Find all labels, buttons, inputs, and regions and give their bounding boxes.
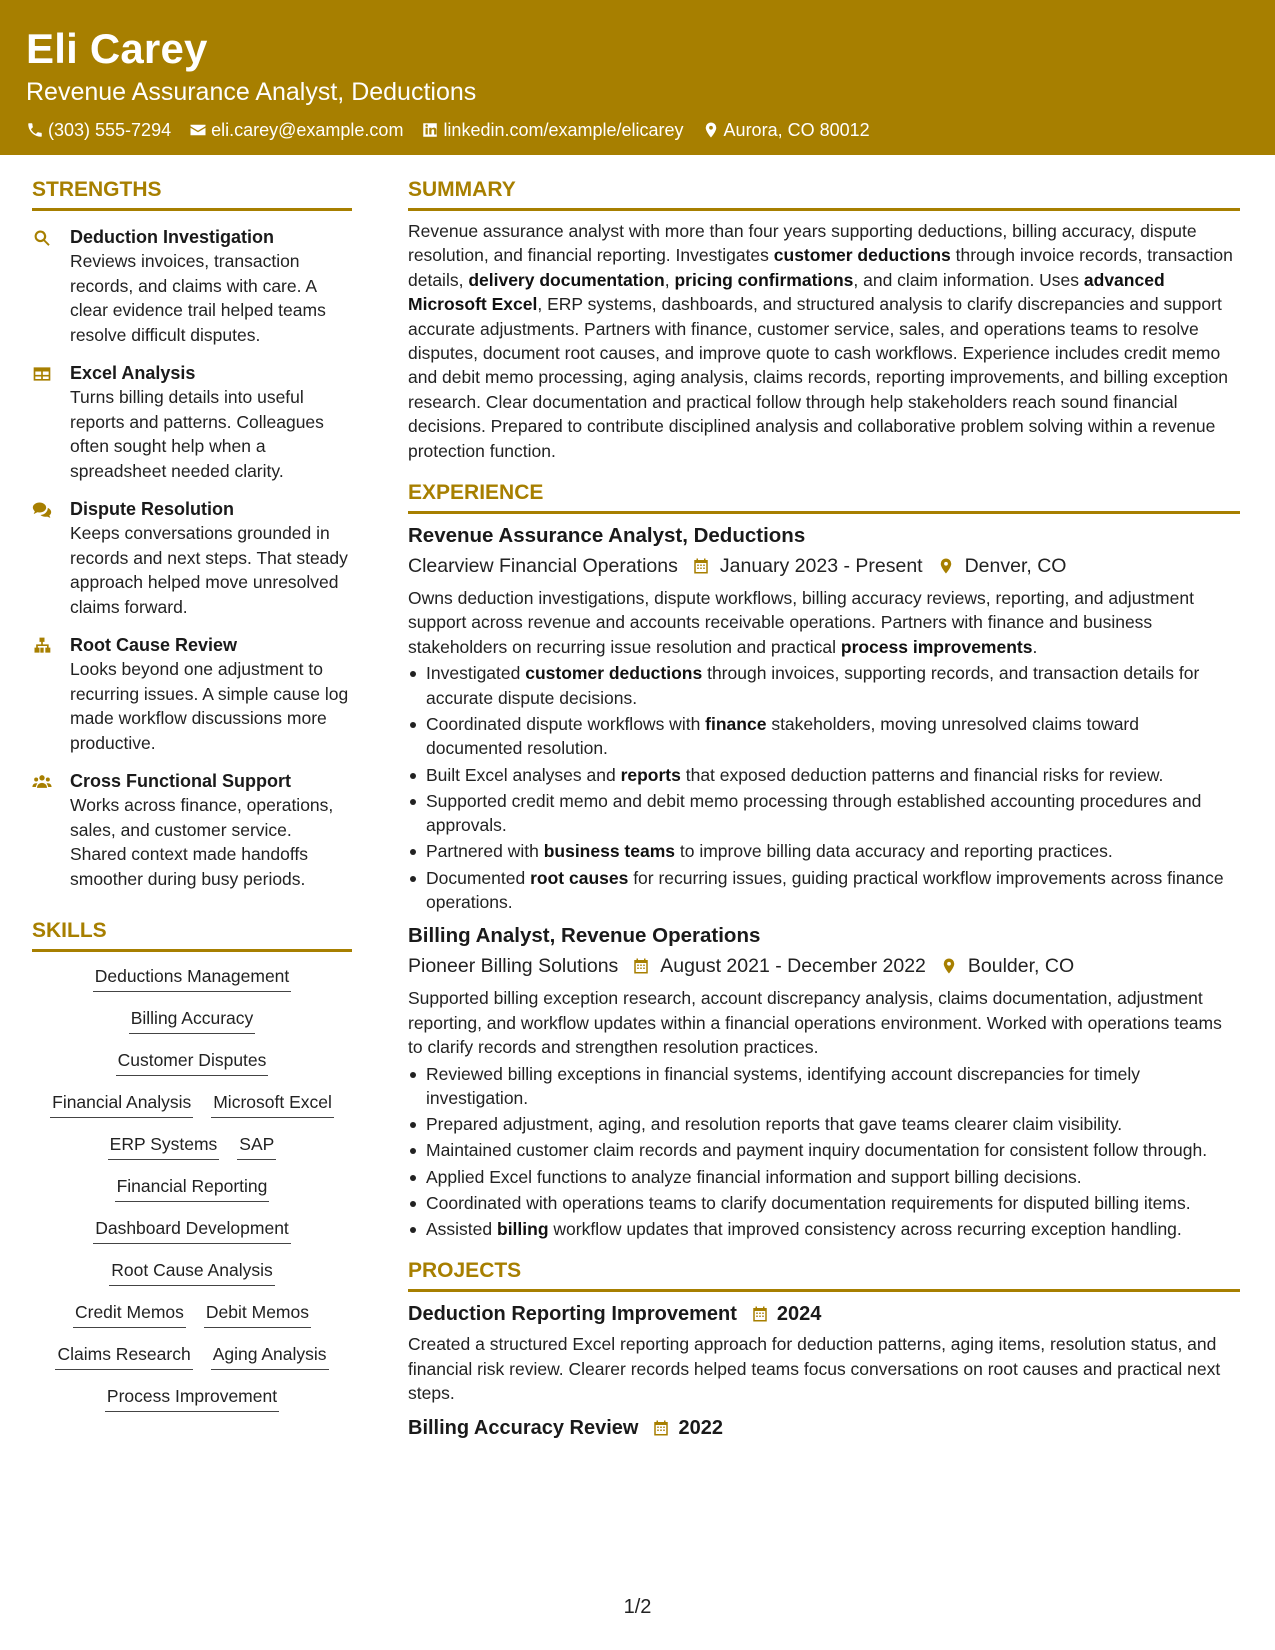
skill-row <box>96 1384 288 1412</box>
job-description <box>408 586 1240 659</box>
projects-heading: PROJECTS <box>408 1257 1240 1292</box>
text-run: Built Excel analyses and <box>426 764 621 785</box>
list-item <box>408 866 1240 915</box>
strength-item <box>32 361 352 483</box>
location-pin-icon <box>937 557 955 575</box>
skills-heading: SKILLS <box>32 917 352 952</box>
chat-bubbles-icon <box>32 500 52 520</box>
skill-tag: Financial Analysis <box>50 1090 193 1118</box>
emphasis-text: pricing confirmations <box>674 269 854 290</box>
strengths-heading: STRENGTHS <box>32 176 352 211</box>
candidate-title: Revenue Assurance Analyst, Deductions <box>26 78 477 106</box>
text-run: Coordinated dispute workflows with <box>426 713 706 734</box>
strength-item <box>32 225 352 347</box>
text-run: to improve billing data accuracy and reporting practices. <box>675 841 1113 862</box>
calendar-icon <box>751 1305 769 1323</box>
list-item <box>408 1217 1240 1241</box>
left-column <box>32 176 352 1426</box>
job-entry <box>408 922 1240 1241</box>
text-run: Prepared adjustment, aging, and resolution reports that gave teams clearer claim visibility. <box>426 1114 1123 1135</box>
text-run: Investigated <box>426 663 526 684</box>
skill-row <box>106 1174 279 1202</box>
project-header <box>408 1300 1240 1328</box>
text-run: that exposed deduction patterns and financial risks for review. <box>680 764 1164 785</box>
job-meta <box>408 952 1240 980</box>
strength-desc: Keeps conversations grounded in records and next steps. That steady approach helped move unresolved claims forward. <box>70 523 348 617</box>
skill-tag: Root Cause Analysis <box>109 1258 274 1286</box>
strength-desc: Reviews invoices, transaction records, and claims with care. A clear evidence trail helped teams resolve difficult disputes. <box>70 251 326 345</box>
contact-location <box>702 118 870 142</box>
projects-list <box>408 1300 1240 1441</box>
skill-row <box>99 1132 286 1160</box>
phone-icon <box>26 121 44 139</box>
text-run: , ERP systems, dashboards, and structured analysis to clarify discrepancies and support accurate adjustments. Partners with finance, customer service, sales, and operations teams to resolve disputes, document root causes, and improve quote to cash workflows. Experience includes credit memo and debit memo processing, aging analysis, claims records, reporting improvements, and billing exception research. Clear documentation and practical follow through help stakeholders reach sound financial decisions. Prepared to contribute disciplined analysis and collaborative problem solving within a revenue protection function. <box>408 294 1228 461</box>
text-run: , and claim information. Uses <box>853 269 1084 290</box>
skill-row <box>107 1048 278 1076</box>
text-run: Applied Excel functions to analyze financial information and support billing decisions. <box>426 1166 1082 1187</box>
skill-tag: Customer Disputes <box>116 1048 269 1076</box>
skill-row <box>100 1258 283 1286</box>
project-title: Deduction Reporting Improvement <box>408 1303 737 1326</box>
emphasis-text: reports <box>620 764 681 785</box>
contact-phone-text: (303) 555-7294 <box>48 120 172 140</box>
experience-heading: EXPERIENCE <box>408 479 1240 514</box>
text-run: Assisted <box>426 1218 497 1239</box>
emphasis-text: customer deductions <box>773 245 951 266</box>
skill-tag: Deductions Management <box>93 964 292 992</box>
contact-email-text: eli.carey@example.com <box>211 120 404 140</box>
envelope-icon <box>189 121 207 139</box>
project-description: Created a structured Excel reporting approach for deduction patterns, aging items, resolution status, and financial risk review. Clearer records helped teams focus conversations on root causes and practical next steps. <box>408 1334 1221 1404</box>
location-pin-icon <box>940 957 958 975</box>
job-dates: January 2023 - Present <box>719 555 923 578</box>
skill-row <box>120 1006 265 1034</box>
org-chart-icon <box>32 636 52 656</box>
list-item <box>408 789 1240 838</box>
skills-list <box>32 964 352 1426</box>
strength-item <box>32 497 352 619</box>
strength-desc: Works across finance, operations, sales, and customer service. Shared context made handoffs smoother during busy periods. <box>70 795 334 889</box>
text-run: Supported billing exception research, account discrepancy analysis, claims documentation, adjustment reporting, and workflow updates within a financial operations environment. Worked with operations teams to clarify records and strengthen resolution practices. <box>408 988 1222 1058</box>
list-item <box>408 1191 1240 1215</box>
skill-tag: ERP Systems <box>108 1132 220 1160</box>
list-item <box>408 1138 1240 1162</box>
project-entry <box>408 1414 1240 1442</box>
candidate-name: Eli Carey <box>26 25 208 72</box>
resume-header <box>0 0 1275 155</box>
emphasis-text: billing <box>497 1218 549 1239</box>
text-run: Revenue assurance analyst with more than four years supporting deductions, billing accuracy, dispute resolution, and financial reporting. Investigates <box>408 221 1197 266</box>
right-column <box>408 176 1240 1442</box>
job-description <box>408 986 1240 1059</box>
strength-title: Cross Functional Support <box>70 771 292 791</box>
text-run: workflow updates that improved consistency across recurring exception handling. <box>548 1218 1182 1239</box>
emphasis-text: process improvements <box>840 636 1033 657</box>
contact-email[interactable] <box>189 118 403 142</box>
contact-location-text: Aurora, CO 80012 <box>723 120 870 140</box>
skill-tag: Claims Research <box>55 1342 192 1370</box>
emphasis-text: customer deductions <box>525 663 703 684</box>
strength-title: Root Cause Review <box>70 635 238 655</box>
text-run: stakeholders, moving unresolved claims toward documented resolution. <box>426 713 1139 759</box>
strength-title: Deduction Investigation <box>70 227 275 247</box>
text-run: . <box>1032 636 1038 657</box>
project-title: Billing Accuracy Review <box>408 1416 639 1439</box>
page-number: 1/2 <box>623 1596 652 1618</box>
contact-linkedin[interactable] <box>421 118 683 142</box>
skill-tag: Debit Memos <box>204 1300 311 1328</box>
skill-tag: SAP <box>237 1132 276 1160</box>
text-run: Supported credit memo and debit memo processing through established accounting procedures and approvals. <box>426 790 1202 836</box>
text-run: Maintained customer claim records and payment inquiry documentation for consistent follow through. <box>426 1140 1208 1161</box>
contact-linkedin-text: linkedin.com/example/elicarey <box>443 120 684 140</box>
text-run: Partnered with <box>426 841 544 862</box>
emphasis-text: finance <box>705 713 767 734</box>
calendar-icon <box>652 1419 670 1437</box>
location-pin-icon <box>702 121 720 139</box>
strength-desc: Looks beyond one adjustment to recurring issues. A simple cause log made workflow discussions more productive. <box>70 659 349 753</box>
skill-row <box>46 1342 337 1370</box>
calendar-icon <box>692 557 710 575</box>
search-icon <box>32 228 52 248</box>
job-title: Revenue Assurance Analyst, Deductions <box>408 524 806 548</box>
list-item <box>408 1062 1240 1111</box>
list-item <box>408 839 1240 863</box>
project-year: 2022 <box>678 1416 723 1439</box>
text-run: Documented <box>426 867 531 888</box>
job-meta <box>408 552 1240 580</box>
calendar-icon <box>632 957 650 975</box>
job-title: Billing Analyst, Revenue Operations <box>408 924 761 948</box>
text-run: Owns deduction investigations, dispute workflows, billing accuracy reviews, reporting, and adjustment support across revenue and accounts receivable operations. Partners with finance and business stakeholders on recurring issue resolution and practical <box>408 588 1194 657</box>
summary-heading: SUMMARY <box>408 176 1240 211</box>
skill-tag: Microsoft Excel <box>211 1090 334 1118</box>
list-item <box>408 712 1240 761</box>
emphasis-text: delivery documentation <box>468 269 665 290</box>
experience-list <box>408 522 1240 1241</box>
emphasis-text: root causes <box>530 867 629 888</box>
linkedin-icon <box>421 121 439 139</box>
emphasis-text: advanced Microsoft Excel <box>408 269 1165 315</box>
skill-row <box>64 1300 320 1328</box>
job-location: Denver, CO <box>964 555 1067 578</box>
emphasis-text: business teams <box>543 841 676 862</box>
text-run: Coordinated with operations teams to clarify documentation requirements for disputed billing items. <box>426 1192 1191 1213</box>
skill-tag: Aging Analysis <box>211 1342 329 1370</box>
job-bullets <box>408 1062 1240 1242</box>
project-entry <box>408 1300 1240 1405</box>
text-run: , <box>664 269 675 290</box>
skill-row <box>41 1090 343 1118</box>
text-run: Reviewed billing exceptions in financial systems, identifying account discrepancies for timely investigation. <box>426 1063 1140 1108</box>
strength-item <box>32 633 352 755</box>
summary-text <box>408 219 1240 463</box>
skill-tag: Credit Memos <box>73 1300 186 1328</box>
skill-row <box>84 964 301 992</box>
skill-tag: Financial Reporting <box>115 1174 270 1202</box>
text-run: for recurring issues, guiding practical workflow improvements across finance operations. <box>426 867 1224 912</box>
strength-title: Dispute Resolution <box>70 499 235 519</box>
list-item <box>408 661 1240 710</box>
table-icon <box>32 364 52 384</box>
strength-item <box>32 769 352 891</box>
text-run: through invoice records, transaction details, <box>408 245 1233 290</box>
list-item <box>408 763 1240 787</box>
skill-tag: Billing Accuracy <box>129 1006 256 1034</box>
users-icon <box>32 772 52 792</box>
project-year: 2024 <box>776 1303 822 1326</box>
skill-tag: Dashboard Development <box>93 1216 291 1244</box>
job-company: Pioneer Billing Solutions <box>408 955 619 978</box>
skill-tag: Process Improvement <box>105 1384 279 1412</box>
contact-phone[interactable] <box>26 118 171 142</box>
contact-bar <box>26 118 1249 142</box>
list-item <box>408 1112 1240 1136</box>
strength-desc: Turns billing details into useful reports and patterns. Colleagues often sought help when a spreadsheet needed clarity. <box>70 387 324 481</box>
text-run: through invoices, supporting records, and transaction details for accurate dispute decisions. <box>426 663 1200 708</box>
job-company: Clearview Financial Operations <box>408 555 678 578</box>
skill-row <box>84 1216 300 1244</box>
job-bullets <box>408 661 1240 914</box>
job-entry <box>408 522 1240 914</box>
job-dates: August 2021 - December 2022 <box>660 955 926 978</box>
list-item <box>408 1165 1240 1189</box>
project-header <box>408 1414 1240 1442</box>
job-location: Boulder, CO <box>967 955 1075 978</box>
strength-title: Excel Analysis <box>70 363 196 383</box>
